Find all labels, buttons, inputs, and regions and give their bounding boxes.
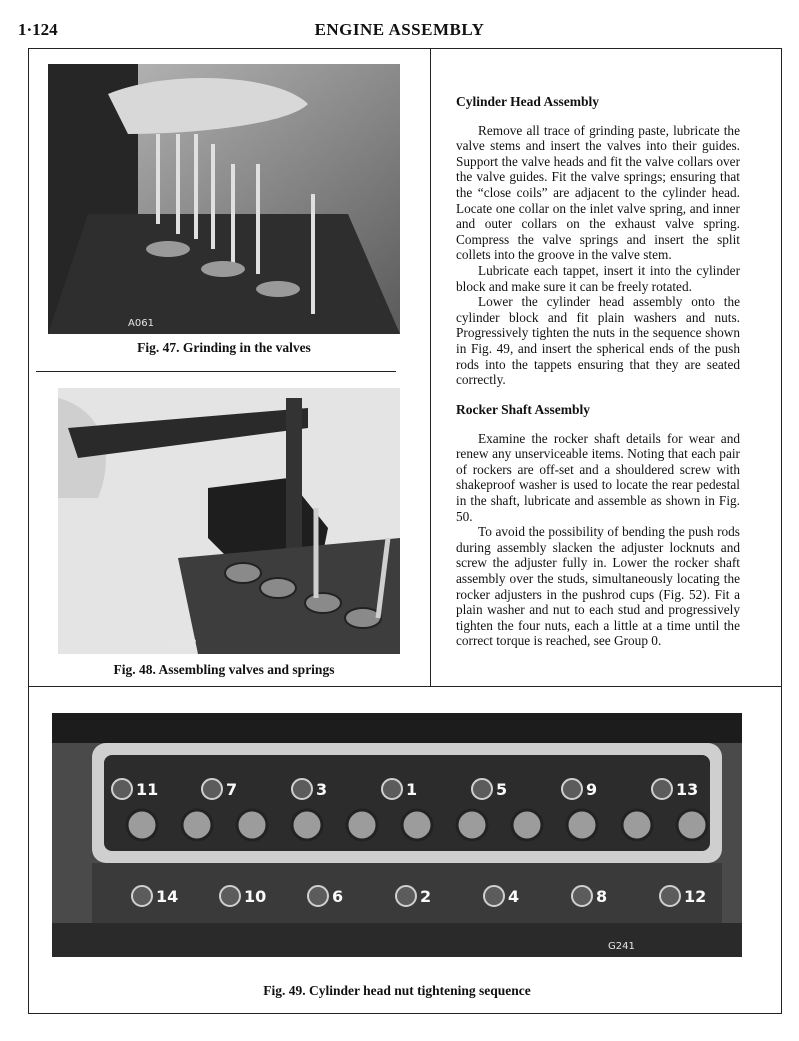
nut-number-label: 3 — [316, 780, 328, 799]
nut-number-label: 8 — [596, 887, 608, 906]
paragraph: Examine the rocker shaft details for wear and renew any unserviceable items. Noting that each pair of rockers are off-set and a shouldered screw with shakeproof washer is used to locate the rear pedestal in the shaft, lubricate and assemble as shown in Fig. 50. — [456, 430, 740, 524]
valve-spring — [182, 810, 212, 840]
paragraph: Lubricate each tappet, insert it into the cylinder block and make sure it can be freely rotated. — [456, 262, 740, 294]
nut-number-label: 5 — [496, 780, 508, 799]
nut-marker — [132, 886, 152, 906]
section-heading: Rocker Shaft Assembly — [456, 402, 591, 417]
nut-marker — [382, 779, 402, 799]
valve-spring — [567, 810, 597, 840]
nut-marker — [652, 779, 672, 799]
valve-spring — [127, 810, 157, 840]
valve-spring — [677, 810, 707, 840]
nut-number-label: 2 — [420, 887, 432, 906]
fig48-photo — [58, 388, 400, 654]
nut-number-label: 10 — [244, 887, 267, 906]
paragraph: Lower the cylinder head assembly onto the cylinder block and fit plain washers and nuts. Progressively tighten the nuts in the sequence shown in Fig. 49, and insert the spherical ends of the push rods into the tappets ensuring that they are seated correctly. — [456, 294, 740, 388]
valve-spring — [292, 810, 322, 840]
nut-number-label: 11 — [136, 780, 159, 799]
page-number: 1·124 — [18, 20, 58, 39]
figure-divider — [36, 371, 396, 372]
paragraph: To avoid the possibility of bending the push rods during assembly slacken the adjuster locknuts and screw the adjuster fully in. Lower the rocker shaft assembly over the studs, simultaneously locating the rocker adjusters in the pushrod cups (Fig. 52). Fit a plain washer and nut to each stud and progressively tighten the four nuts, each a little at a time until the correct torque is reached, see Group 0. — [456, 524, 740, 649]
page-title: ENGINE ASSEMBLY — [314, 20, 485, 39]
nut-number-label: 9 — [586, 780, 598, 799]
nut-marker — [484, 886, 504, 906]
nut-marker — [308, 886, 328, 906]
nut-number-label: 14 — [156, 887, 179, 906]
section-heading: Cylinder Head Assembly — [456, 94, 600, 109]
fig49-caption: Fig. 49. Cylinder head nut tightening sequence — [263, 983, 531, 998]
nut-number-label: 1 — [406, 780, 418, 799]
fig49-photo — [52, 713, 742, 957]
fig48-plate-id: G482 — [170, 638, 197, 649]
valve-spring — [457, 810, 487, 840]
fig48-caption: Fig. 48. Assembling valves and springs — [113, 662, 335, 677]
paragraph: Remove all trace of grinding paste, lubricate the valve stems and insert the valves into their guides. Support the valve heads and fit the valve collars over the valve guides. Fit the valve springs; ensuring that the “close coils” are adjacent to the cylinder head. Locate one collar on the inlet valve spring, and inner and outer collars on the exhaust valve spring. Compress the valve springs and insert the split collets into the groove in the valve stem. — [456, 122, 740, 263]
nut-marker — [562, 779, 582, 799]
valve-spring — [512, 810, 542, 840]
nut-marker — [396, 886, 416, 906]
section-rocker-shaft-assembly — [456, 402, 740, 649]
fig49-plate-id: G241 — [608, 941, 635, 952]
fig47-caption: Fig. 47. Grinding in the valves — [137, 340, 311, 355]
nut-number-label: 6 — [332, 887, 344, 906]
nut-marker — [292, 779, 312, 799]
valve-spring — [402, 810, 432, 840]
section-cylinder-head-assembly — [456, 94, 740, 388]
section-divider — [28, 686, 782, 687]
nut-number-label: 12 — [684, 887, 707, 906]
valve-spring — [237, 810, 267, 840]
fig47-plate-id: A061 — [128, 318, 154, 329]
nut-number-label: 13 — [676, 780, 699, 799]
valve-spring — [347, 810, 377, 840]
nut-marker — [220, 886, 240, 906]
nut-marker — [202, 779, 222, 799]
nut-marker — [472, 779, 492, 799]
nut-number-label: 4 — [508, 887, 520, 906]
nut-number-label: 7 — [226, 780, 238, 799]
nut-marker — [112, 779, 132, 799]
column-divider — [430, 48, 431, 686]
fig47-photo — [48, 64, 400, 334]
nut-marker — [572, 886, 592, 906]
valve-spring — [622, 810, 652, 840]
nut-marker — [660, 886, 680, 906]
